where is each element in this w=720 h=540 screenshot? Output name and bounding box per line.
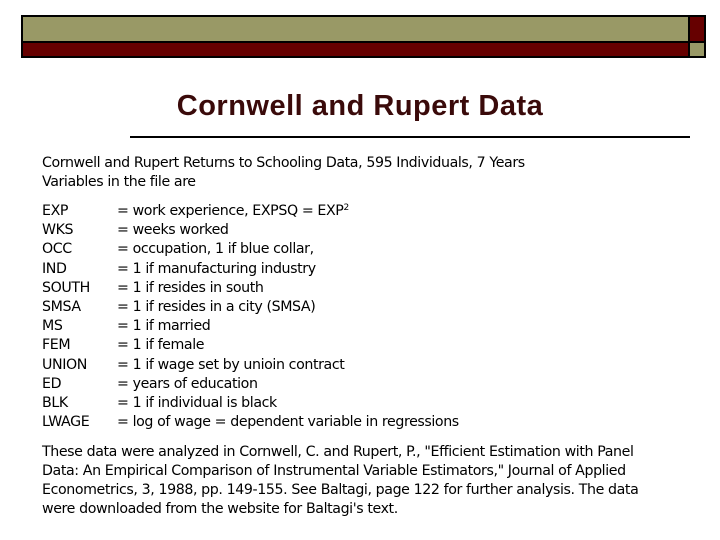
variable-description: = occupation, 1 if blue collar,: [117, 241, 314, 258]
variable-name: FEM: [42, 337, 71, 354]
variable-row: [42, 202, 459, 221]
variable-name: WKS: [42, 222, 74, 239]
variable-name: LWAGE: [42, 414, 90, 431]
variable-name: SOUTH: [42, 279, 90, 296]
variable-row: [42, 413, 459, 432]
variable-name: IND: [42, 260, 67, 277]
superscript: 2: [343, 203, 349, 213]
intro-text: [42, 154, 525, 192]
footer-line: Data: An Empirical Comparison of Instrumental Variable Estimators," Journal of Applied: [42, 463, 626, 479]
variable-name: BLK: [42, 394, 68, 411]
title-divider: [130, 136, 690, 138]
variable-description: = weeks worked: [117, 222, 229, 239]
variable-name: OCC: [42, 241, 72, 258]
slide-title: Cornwell and Rupert Data: [176, 90, 544, 122]
variable-description: = 1 if wage set by unioin contract: [117, 356, 345, 373]
variable-description: = work experience, EXPSQ = EXP: [117, 203, 344, 219]
variable-row: [42, 356, 459, 375]
variable-name: EXP: [42, 203, 69, 219]
variable-row: [42, 394, 459, 413]
intro-line: Cornwell and Rupert Returns to Schooling Data, 595 Individuals, 7 Years: [42, 155, 525, 171]
footer-line: These data were analyzed in Cornwell, C. and Rupert, P., "Efficient Estimation with Panel: [42, 444, 634, 460]
variable-name: MS: [42, 318, 63, 335]
footer-text: [42, 443, 638, 519]
variable-row: [42, 298, 459, 317]
variable-name: UNION: [42, 356, 87, 373]
header-bar-maroon: [21, 41, 690, 58]
variable-name: ED: [42, 375, 62, 392]
variable-description: = 1 if resides in a city (SMSA): [117, 298, 316, 315]
variable-row: [42, 279, 459, 298]
variable-description: = years of education: [117, 375, 258, 392]
intro-line: Variables in the file are: [42, 174, 196, 190]
variable-row: [42, 375, 459, 394]
variable-description: = 1 if individual is black: [117, 394, 277, 411]
header-square-olive: [688, 41, 706, 58]
variable-row: [42, 260, 459, 279]
header-square-maroon: [688, 15, 706, 43]
variable-description: = 1 if manufacturing industry: [117, 260, 316, 277]
variable-name: SMSA: [42, 298, 81, 315]
variable-row: [42, 240, 459, 259]
footer-line: were downloaded from the website for Baltagi's text.: [42, 501, 398, 517]
variable-list: [42, 202, 459, 432]
variable-description: = log of wage = dependent variable in regressions: [117, 414, 459, 431]
footer-line: Econometrics, 3, 1988, pp. 149-155. See Baltagi, page 122 for further analysis. The data: [42, 482, 639, 498]
variable-row: [42, 317, 459, 336]
variable-row: [42, 221, 459, 240]
variable-description: = 1 if married: [117, 318, 211, 335]
header-bar-olive: [21, 15, 690, 43]
variable-description: = 1 if female: [117, 337, 205, 354]
variable-description: = 1 if resides in south: [117, 279, 264, 296]
variable-row: [42, 336, 459, 355]
